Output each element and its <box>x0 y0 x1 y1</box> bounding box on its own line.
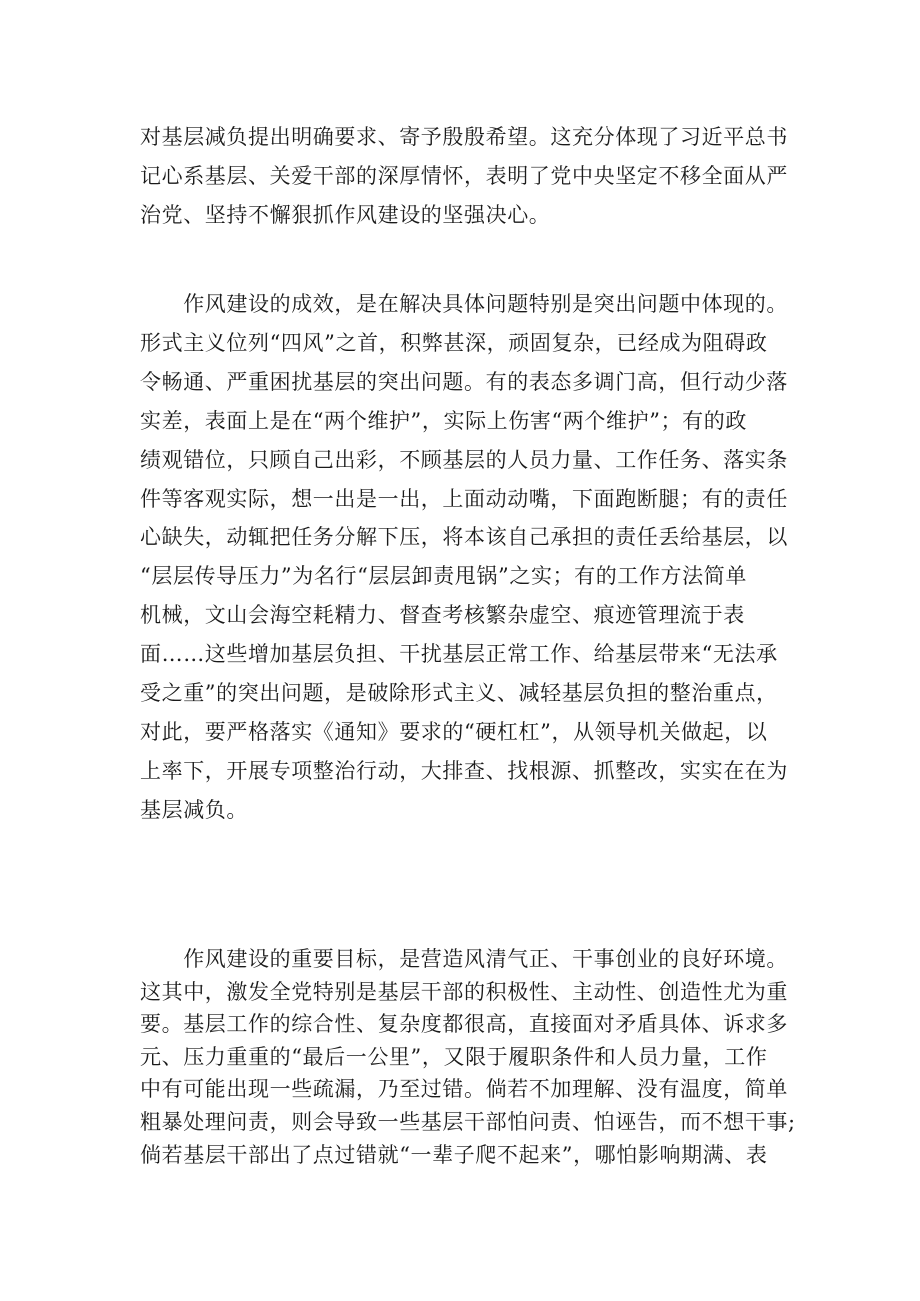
text-line: 面……这些增加基层负担、干扰基层正常工作、给基层带来“无法承 <box>140 642 778 667</box>
text-line: 中有可能出现一些疏漏，乃至过错。倘若不加理解、没有温度，简单 <box>140 1077 788 1102</box>
text-line: 上率下，开展专项整治行动，大排查、找根源、抓整改，实实在在为 <box>140 758 788 783</box>
text-line: 作风建设的成效，是在解决具体问题特别是突出问题中体现的。 <box>140 292 788 316</box>
text-line: 对基层减负提出明确要求、寄予殷殷希望。这充分体现了习近平总书 <box>140 125 788 149</box>
paragraph-2 <box>140 285 800 830</box>
text-line: 元、压力重重的“最后一公里”，又限于履职条件和人员力量，工作 <box>140 1044 768 1069</box>
text-line: 记心系基层、关爱干部的深厚情怀，表明了党中央坚定不移全面从严 <box>140 164 788 188</box>
paragraph-1 <box>140 118 800 235</box>
text-line: 这其中，激发全党特别是基层干部的积极性、主动性、创造性尤为重 <box>140 979 788 1004</box>
text-line: 形式主义位列“四风”之首，积弊甚深，顽固复杂，已经成为阻碍政 <box>140 330 768 355</box>
text-line: 作风建设的重要目标，是营造风清气正、干事创业的良好环境。 <box>140 947 788 971</box>
text-line: 令畅通、严重困扰基层的突出问题。有的表态多调门高，但行动少落 <box>140 369 788 394</box>
text-line: 实差，表面上是在“两个维护”，实际上伤害“两个维护”；有的政 <box>140 408 747 433</box>
text-line: 心缺失，动辄把任务分解下压，将本该自己承担的责任丢给基层，以 <box>140 525 788 550</box>
text-line: 治党、坚持不懈狠抓作风建设的坚强决心。 <box>140 203 551 227</box>
text-line: 受之重”的突出问题，是破除形式主义、减轻基层负担的整治重点， <box>140 681 778 706</box>
text-line: “层层传导压力”为名行“层层卸责甩锅”之实；有的工作方法简单 <box>140 564 747 589</box>
text-line: 基层减负。 <box>140 797 248 822</box>
text-line: 要。基层工作的综合性、复杂度都很高，直接面对矛盾具体、诉求多 <box>140 1012 788 1037</box>
text-line: 机械，文山会海空耗精力、督查考核繁杂虚空、痕迹管理流于表 <box>140 603 745 628</box>
text-line: 件等客观实际，想一出是一出，上面动动嘴，下面跑断腿；有的责任 <box>140 486 788 511</box>
text-line: 绩观错位，只顾自己出彩，不顾基层的人员力量、工作任务、落实条 <box>140 447 788 472</box>
text-line: 倘若基层干部出了点过错就“一辈子爬不起来”，哪怕影响期满、表 <box>140 1142 768 1167</box>
paragraph-3 <box>140 943 800 1171</box>
text-line: 粗暴处理问责，则会导致一些基层干部怕问责、怕诬告，而不想干事; <box>140 1109 796 1134</box>
text-line: 对此，要严格落实《通知》要求的“硬杠杠”，从领导机关做起，以 <box>140 719 768 744</box>
